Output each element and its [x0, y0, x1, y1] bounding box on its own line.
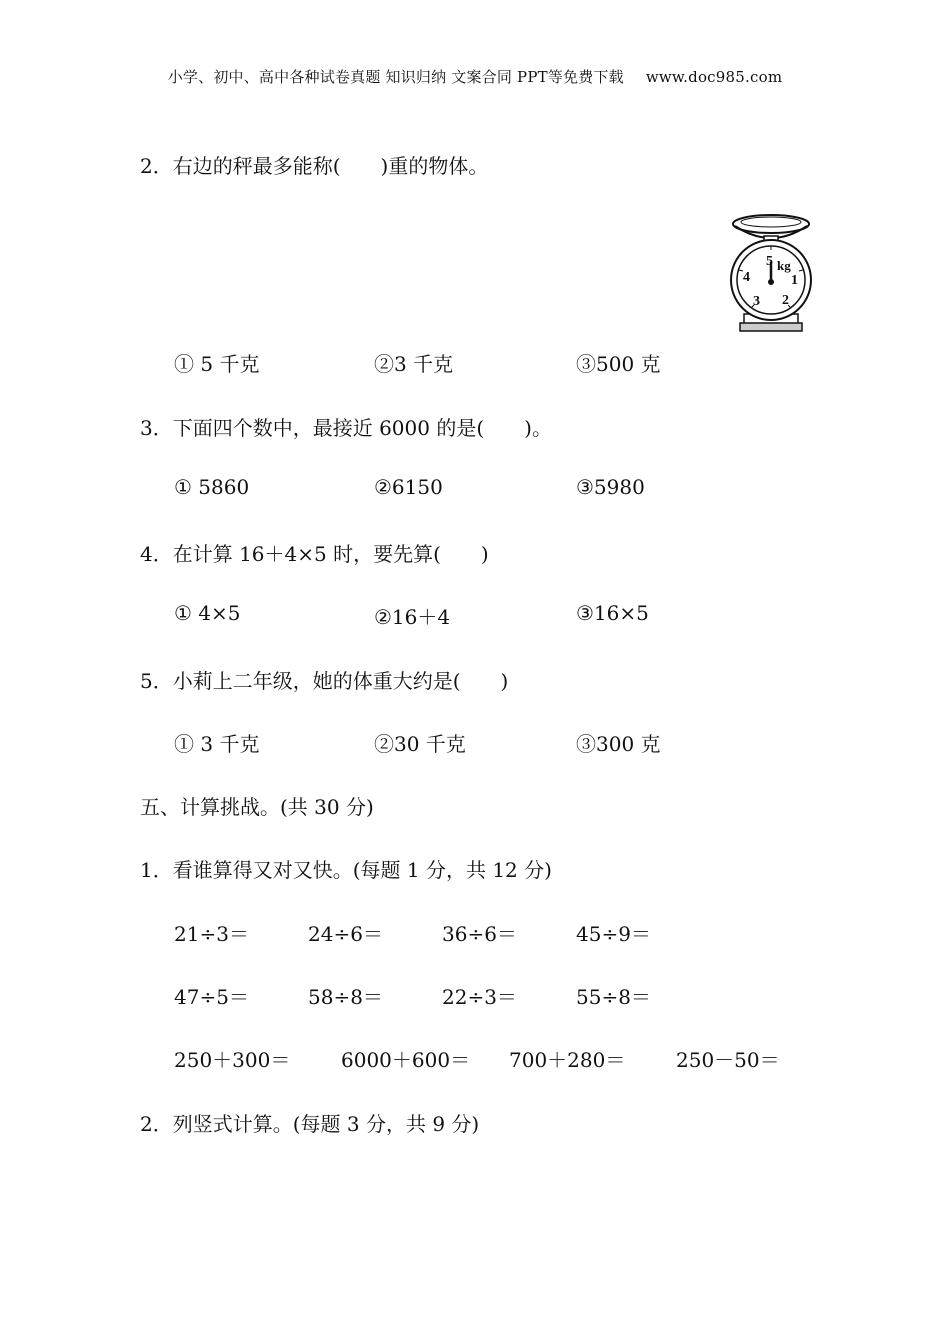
question-2-option-1: ① 5 千克 — [174, 352, 260, 376]
page-header — [0, 66, 950, 87]
question-3-option-1: ① 5860 — [174, 475, 250, 499]
equation: 700＋280＝ — [509, 1048, 626, 1072]
dial-number-4: 4 — [743, 270, 750, 285]
equation: 55÷8＝ — [576, 985, 651, 1009]
dial-number-1: 1 — [791, 273, 798, 288]
dial-unit: kg — [777, 258, 791, 273]
question-4-option-3: ③16×5 — [576, 601, 649, 625]
equation: 22÷3＝ — [442, 985, 517, 1009]
dial-number-5: 5 — [766, 254, 773, 269]
question-5-option-1: ① 3 千克 — [174, 732, 260, 756]
question-4-option-2: ②16＋4 — [374, 605, 451, 629]
section-5-title: 五、计算挑战。(共 30 分) — [140, 795, 374, 819]
question-4-stem: 4．在计算 16＋4×5 时，要先算( ) — [140, 542, 489, 566]
equation: 58÷8＝ — [308, 985, 383, 1009]
equation: 24÷6＝ — [308, 922, 383, 946]
header-site: www.doc985.com — [645, 68, 783, 86]
equation: 36÷6＝ — [442, 922, 517, 946]
part-1-title: 1．看谁算得又对又快。(每题 1 分，共 12 分) — [140, 858, 552, 882]
equation: 250＋300＝ — [174, 1048, 291, 1072]
equation: 47÷5＝ — [174, 985, 249, 1009]
question-2-option-2: ②3 千克 — [374, 352, 454, 376]
dial-number-2: 2 — [782, 293, 789, 308]
header-text: 小学、初中、高中各种试卷真题 知识归纳 文案合同 PPT等免费下载 — [167, 68, 624, 86]
question-5-option-3: ③300 克 — [576, 732, 661, 756]
question-4-option-1: ① 4×5 — [174, 601, 241, 625]
question-3-option-3: ③5980 — [576, 475, 645, 499]
dial-number-3: 3 — [753, 294, 760, 309]
equation: 6000＋600＝ — [341, 1048, 471, 1072]
question-3-stem: 3．下面四个数中，最接近 6000 的是( )。 — [140, 416, 552, 440]
question-5-option-2: ②30 千克 — [374, 732, 466, 756]
kitchen-scale-icon — [726, 210, 816, 336]
part-2-title: 2．列竖式计算。(每题 3 分，共 9 分) — [140, 1112, 480, 1136]
equation: 250－50＝ — [676, 1048, 780, 1072]
question-2-option-3: ③500 克 — [576, 352, 661, 376]
equation: 45÷9＝ — [576, 922, 651, 946]
equation: 21÷3＝ — [174, 922, 249, 946]
question-2-stem: 2．右边的秤最多能称( )重的物体。 — [140, 154, 489, 178]
question-5-stem: 5．小莉上二年级，她的体重大约是( ) — [140, 669, 509, 693]
question-3-option-2: ②6150 — [374, 475, 443, 499]
